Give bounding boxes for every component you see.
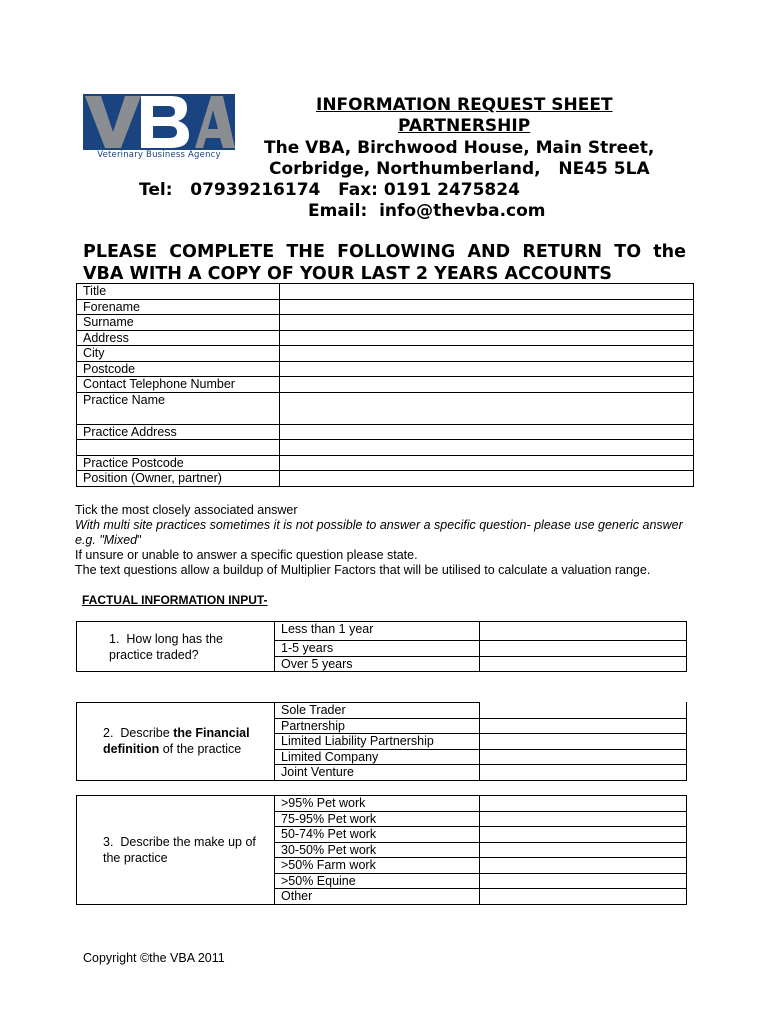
table-row	[77, 346, 694, 362]
field-label: Position (Owner, partner)	[77, 471, 280, 487]
practice-name-input-cell[interactable]	[280, 392, 694, 424]
table-row	[77, 315, 694, 331]
table-row	[77, 377, 694, 393]
question-2-text-a: Describe	[120, 726, 174, 741]
field-label: Practice Address	[77, 424, 280, 440]
title-input-cell[interactable]	[280, 284, 694, 300]
option-tick-cell[interactable]	[480, 749, 687, 765]
question-3-label: Describe the make up of the practice	[103, 834, 256, 865]
logo-tagline: Veterinary Business Agency	[97, 150, 221, 160]
section-title: FACTUAL INFORMATION INPUT-	[82, 593, 268, 607]
table-row	[77, 703, 687, 719]
table-row	[77, 299, 694, 315]
forename-input-cell[interactable]	[280, 299, 694, 315]
question-1-table	[76, 621, 687, 672]
option-tick-cell[interactable]	[480, 796, 687, 812]
question-1-number: 1.	[109, 631, 120, 646]
question-2-table	[76, 702, 687, 781]
field-label: Practice Name	[77, 392, 280, 424]
option-label: >50% Farm work	[275, 858, 480, 874]
table-row	[77, 284, 694, 300]
table-row	[77, 622, 687, 641]
note-text-questions: The text questions allow a buildup of Multiplier Factors that will be utilised to calculate a valuation range.	[75, 563, 651, 577]
question-3-table	[76, 795, 687, 905]
instruction-line-2: VBA WITH A COPY OF YOUR LAST 2 YEARS ACCOUNTS	[83, 264, 613, 284]
option-tick-cell[interactable]	[480, 703, 687, 719]
option-tick-cell[interactable]	[480, 622, 687, 641]
question-1-label: How long has the practice traded?	[109, 631, 223, 662]
option-tick-cell[interactable]	[480, 734, 687, 750]
postcode-input-cell[interactable]	[280, 361, 694, 377]
option-label: Joint Venture	[275, 765, 480, 781]
option-tick-cell[interactable]	[480, 765, 687, 781]
option-label: 30-50% Pet work	[275, 842, 480, 858]
option-label: Partnership	[275, 718, 480, 734]
table-row	[77, 455, 694, 471]
field-label: Forename	[77, 299, 280, 315]
field-label: Contact Telephone Number	[77, 377, 280, 393]
field-label	[77, 440, 280, 456]
table-row	[77, 330, 694, 346]
table-row	[77, 471, 694, 487]
option-label: Other	[275, 889, 480, 905]
field-label: City	[77, 346, 280, 362]
option-tick-cell[interactable]	[480, 889, 687, 905]
table-row	[77, 361, 694, 377]
option-tick-cell[interactable]	[480, 641, 687, 657]
question-2-cell	[77, 703, 275, 781]
practice-postcode-input-cell[interactable]	[280, 455, 694, 471]
note-example-a: e.g. "	[75, 533, 104, 547]
title-line-2: PARTNERSHIP	[398, 116, 531, 136]
option-tick-cell[interactable]	[480, 656, 687, 672]
note-unsure: If unsure or unable to answer a specific question please state.	[75, 548, 418, 562]
address-input-cell[interactable]	[280, 330, 694, 346]
question-2-text-b: the Financial definition	[103, 726, 250, 757]
table-row	[77, 424, 694, 440]
option-label: Sole Trader	[275, 703, 480, 719]
option-label: 1-5 years	[275, 641, 480, 657]
vba-logo	[83, 94, 235, 166]
note-example-c: "	[137, 533, 142, 547]
instruction-line-1: PLEASE COMPLETE THE FOLLOWING AND RETURN TO the	[83, 242, 686, 262]
field-label: Address	[77, 330, 280, 346]
option-label: 50-74% Pet work	[275, 827, 480, 843]
position-input-cell[interactable]	[280, 471, 694, 487]
question-2-text	[77, 725, 274, 757]
title-line-1: INFORMATION REQUEST SHEET	[316, 95, 613, 115]
option-label: Less than 1 year	[275, 622, 480, 641]
practice-address-input-cell[interactable]	[280, 424, 694, 440]
note-example-b: Mixed	[103, 533, 138, 547]
address-line-2: Corbridge, Northumberland, NE45 5LA	[269, 159, 650, 179]
option-tick-cell[interactable]	[480, 873, 687, 889]
city-input-cell[interactable]	[280, 346, 694, 362]
field-label: Title	[77, 284, 280, 300]
field-label: Postcode	[77, 361, 280, 377]
personal-details-table	[76, 283, 694, 487]
table-row	[77, 392, 694, 424]
note-example	[75, 533, 142, 548]
option-label: Limited Liability Partnership	[275, 734, 480, 750]
option-tick-cell[interactable]	[480, 858, 687, 874]
option-label: Over 5 years	[275, 656, 480, 672]
note-tick: Tick the most closely associated answer	[75, 503, 298, 517]
address-line-1: The VBA, Birchwood House, Main Street,	[264, 138, 655, 158]
telephone-input-cell[interactable]	[280, 377, 694, 393]
table-row	[77, 796, 687, 812]
option-tick-cell[interactable]	[480, 842, 687, 858]
email-line: Email: info@thevba.com	[308, 201, 546, 221]
table-row	[77, 440, 694, 456]
option-label: >50% Equine	[275, 873, 480, 889]
question-1-cell	[77, 622, 275, 672]
phone-fax-line: Tel: 07939216174 Fax: 0191 2475824	[139, 180, 520, 200]
surname-input-cell[interactable]	[280, 315, 694, 331]
question-2-text-c: of the practice	[159, 742, 242, 757]
option-tick-cell[interactable]	[480, 718, 687, 734]
field-label: Practice Postcode	[77, 455, 280, 471]
vba-logo-mark	[83, 94, 235, 150]
field-label: Surname	[77, 315, 280, 331]
option-label: >95% Pet work	[275, 796, 480, 812]
question-1-text	[77, 631, 274, 663]
note-multi-site: With multi site practices sometimes it is not possible to answer a specific question- please use generic answer	[75, 518, 683, 532]
practice-address-input-cell-2[interactable]	[280, 440, 694, 456]
option-tick-cell[interactable]	[480, 811, 687, 827]
question-3-text	[77, 834, 274, 866]
option-label: 75-95% Pet work	[275, 811, 480, 827]
question-3-number: 3.	[103, 834, 114, 849]
question-3-cell	[77, 796, 275, 905]
question-2-number: 2.	[103, 726, 114, 741]
option-tick-cell[interactable]	[480, 827, 687, 843]
option-label: Limited Company	[275, 749, 480, 765]
copyright: Copyright ©the VBA 2011	[83, 951, 225, 965]
